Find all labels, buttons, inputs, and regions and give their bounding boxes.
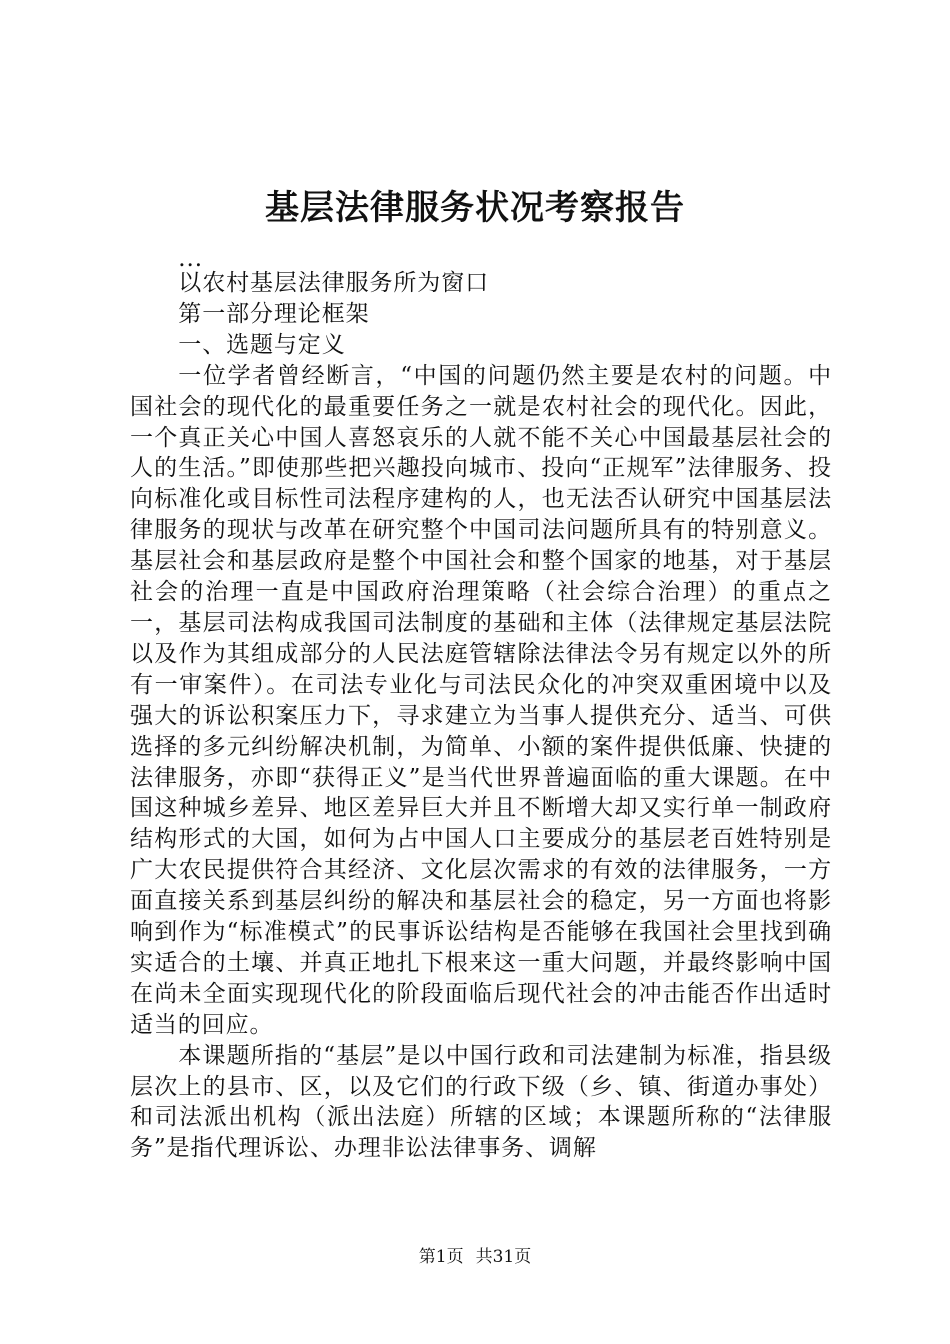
part-heading: 第一部分理论框架 [178, 300, 370, 327]
document-body [130, 246, 832, 1164]
page-number: 第1页 [418, 1247, 464, 1267]
ellipsis-marker: ... [178, 246, 203, 272]
section-heading: 一、选题与定义 [178, 331, 346, 358]
page-total: 共31页 [475, 1247, 532, 1267]
document-subtitle: 以农村基层法律服务所为窗口 [178, 270, 489, 296]
document-title: 基层法律服务状况考察报告 [265, 188, 685, 228]
page-footer [0, 1246, 950, 1268]
body-paragraph-1: 一位学者曾经断言，“中国的问题仍然主要是农村的问题。中国社会的现代化的最重要任务之一就是农村社会的现代化。因此，一个真正关心中国人喜怒哀乐的人就不能不关心中国最基层社会的人的生活。”即使那些把兴趣投向城市、投向“正规军”法律服务、投向标准化或目标性司法程序建构的人，也无法否认研究中国基层法律服务的现状与改革在研究整个中国司法问题所具有的特别意义。基层社会和基层政府是整个中国社会和整个国家的地基，对于基层社会的治理一直是中国政府治理策略（社会综合治理）的重点之一，基层司法构成我国司法制度的基础和主体（法律规定基层法院以及作为其组成部分的人民法庭管辖除法律法令另有规定以外的所有一审案件）。在司法专业化与司法民众化的冲突双重困境中以及强大的诉讼积案压力下，寻求建立为当事人提供充分、适当、可供选择的多元纠纷解决机制，为简单、小额的案件提供低廉、快捷的法律服务，亦即“获得正义”是当代世界普遍面临的重大课题。在中国这种城乡差异、地区差异巨大并且不断增大却又实行单一制政府结构形式的大国，如何为占中国人口主要成分的基层老百姓特别是广大农民提供符合其经济、文化层次需求的有效的法律服务，一方面直接关系到基层纠纷的解决和基层社会的稳定，另一方面也将影响到作为“标准模式”的民事诉讼结构是否能够在我国社会里找到确实适合的土壤、并真正地扎下根来这一重大问题，并最终影响中国在尚未全面实现现代化的阶段面临后现代社会的冲击能否作出适时适当的回应。 [130, 362, 832, 1038]
body-paragraph-2: 本课题所指的“基层”是以中国行政和司法建制为标准，指县级层次上的县市、区，以及它们的行政下级（乡、镇、街道办事处）和司法派出机构（派出法庭）所辖的区域；本课题所称的“法律服务”是指代理诉讼、办理非讼法律事务、调解 [130, 1042, 832, 1162]
